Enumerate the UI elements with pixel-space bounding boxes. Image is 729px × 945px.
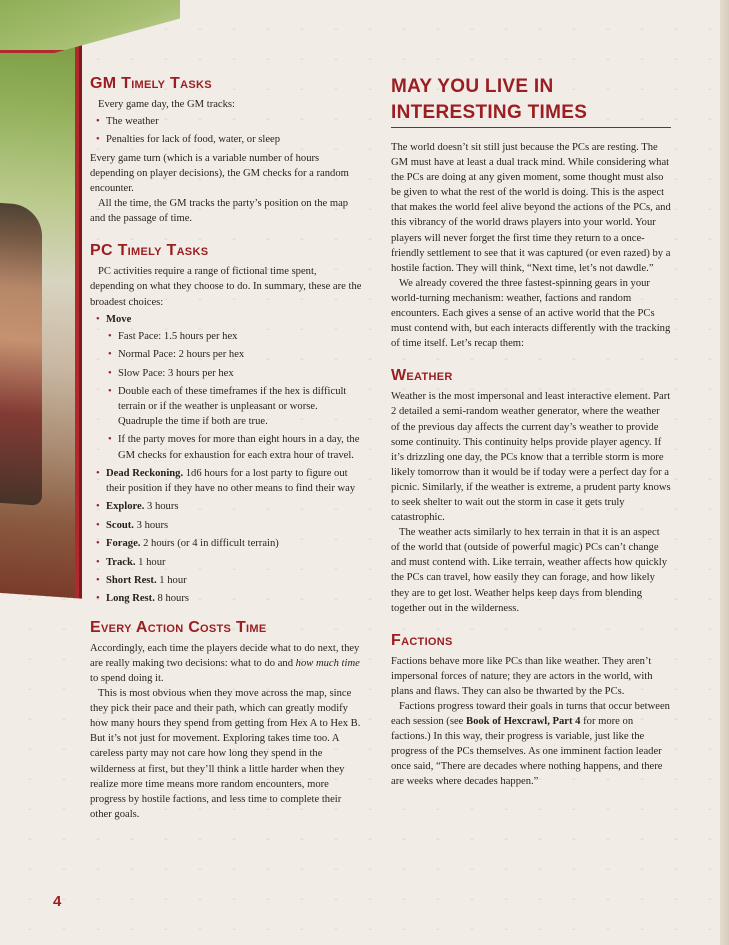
pc-tasks-heading: PC Timely Tasks <box>90 242 209 260</box>
weather-heading: Weather <box>391 367 453 385</box>
factions-heading: Factions <box>391 631 453 649</box>
paragraph <box>391 699 671 790</box>
list-item: • Normal Pace: 2 hours per hex <box>118 347 362 362</box>
paragraph: This is most obvious when they move across the map, since they pick their pace and their path, which can greatly modify how many hours they spend from getting from Hex A to Hex B. But it’s not just for movement. Exploring takes time too. A careless party may not care how long they spend in the wilderness at first, but they’ll think a little harder when they realize more time means more random encounters, more progress by hostile factions, and less time to complete their other goals. <box>90 688 361 820</box>
list-item <box>106 555 362 570</box>
paragraph: The weather acts similarly to hex terrain in that it is an aspect of the world that (outside of powerful magic) PCs can’t change and must contend with. Like terrain, weather affects how quickly the PCs can travel, how easily they can forage, and how likely they are to get lost. Weather helps keep days from blending together out in the wilderness. <box>391 527 668 614</box>
right-column <box>391 74 671 790</box>
paragraph: Factions behave more like PCs than like weather. They aren’t impersonal forces of nature; they are actors in the world, with plans and flaws. They can also be thwarted by the PCs. <box>391 655 653 697</box>
list-item <box>106 573 362 588</box>
page-edge <box>720 0 729 945</box>
choice-text: 1d6 hours for a lost party to figure out their position if they have no other means to find their way <box>106 467 356 495</box>
choice-text: 1 hour <box>156 575 187 586</box>
pc-choice-list <box>90 312 362 607</box>
choice-text: 3 hours <box>144 501 179 513</box>
choice-label: Scout. <box>106 519 134 531</box>
gm-tasks-heading: GM Timely Tasks <box>90 75 212 92</box>
section-title: MAY YOU LIVE IN INTERESTING TIMES <box>391 74 671 128</box>
list-item <box>106 536 362 551</box>
move-sublist <box>106 329 362 463</box>
list-item <box>106 518 362 533</box>
list-item <box>106 499 362 514</box>
list-item: • Slow Pace: 3 hours per hex <box>118 366 362 381</box>
choice-text: 8 hours <box>154 593 189 605</box>
character-illustration <box>0 0 79 598</box>
choice-label: Short Rest. <box>106 575 157 586</box>
list-item: • Double each of these timeframes if the hex is difficult terrain or if the weather is unpleasant or worse. Quadruple the time if both are true. <box>118 384 362 429</box>
list-item: • If the party moves for more than eight hours in a day, the GM checks for exhaustion for each extra hour of travel. <box>118 432 362 462</box>
choice-text: 3 hours <box>133 519 169 531</box>
choice-label: Long Rest. <box>106 593 155 605</box>
choice-label: Dead Reckoning. <box>106 467 184 479</box>
list-item <box>106 591 362 606</box>
pc-intro: PC activities require a range of fictional time spent, depending on what they choose to do. In summary, these are the broadest choices: <box>90 266 362 308</box>
choice-text: 2 hours (or 4 in difficult terrain) <box>140 538 279 550</box>
list-item: • Fast Pace: 1.5 hours per hex <box>118 329 362 344</box>
text-run: for more on factions.) In this way, their progress is variable, just like the progress of the PCs themselves. As one imminent faction leader once said, “There are decades where nothing happens, and there are weeks where decades happen.” <box>391 716 663 788</box>
paragraph: Every game turn (which is a variable number of hours depending on player decisions), the GM checks for a random encounter. <box>90 152 349 195</box>
text-run: Accordingly, each time the players decide what to do next, they are really making two decisions: what to do and <box>90 642 360 669</box>
left-column <box>90 74 362 822</box>
paragraph: The world doesn’t sit still just because the PCs are resting. The GM must have at least a dual track mind. While considering what the PCs are doing at any given moment, some thought must also be given to what the rest of the world is doing. This is the aspect that makes the world feel alive beyond the actions of the PCs, and this vibrancy of the world draws players into your world. Your players will never forget the first time they return to a once-friendly settlement to see that it was captured (or even razed) by a hostile faction. They will think, “Next time, let’s not dawdle.” <box>391 142 671 274</box>
warrior-figure <box>0 202 42 506</box>
paragraph <box>90 641 362 686</box>
page-number: 4 <box>53 893 62 910</box>
text-run: to spend doing it. <box>90 672 164 684</box>
emphasis-text: how much time <box>295 657 360 669</box>
paragraph: All the time, the GM tracks the party’s position on the map and the passage of time. <box>90 198 349 225</box>
list-item <box>106 466 362 496</box>
choice-label: Track. <box>106 556 136 568</box>
list-item: • The weather <box>106 114 362 129</box>
gm-task-list <box>90 114 362 147</box>
list-item: • Penalties for lack of food, water, or sleep <box>106 132 362 147</box>
every-action-heading: Every Action Costs Time <box>90 618 267 636</box>
choice-text: 1 hour <box>135 556 166 568</box>
paragraph: We already covered the three fastest-spinning gears in your world-turning mechanism: weather, factions and random encounters. Each gives a sense of an active world that the PCs must contend with, but each interacts differently with the tracking of time itself. Let’s recap them: <box>391 277 671 350</box>
text-run: Factions progress toward their goals in turns that occur between each session (see <box>391 701 670 728</box>
choice-label: Explore. <box>106 501 145 513</box>
book-reference: Book of Hexcrawl, Part 4 <box>466 716 581 728</box>
choice-label: Forage. <box>106 538 141 550</box>
paragraph: Weather is the most impersonal and least interactive element. Part 2 detailed a semi-random weather generator, where the weather of the previous day affects the current day’s weather to provide some continuity. This continuity helps provide player agency. If it’s drizzling one day, the PCs know that a terrible storm is more likely tomorrow than it would be if today were a perfect day for a picnic. Similarly, if the weather is extreme, a prudent party knows to seek shelter to wait out the storm in case it gets truly catastrophic. <box>391 391 671 524</box>
gm-intro: Every game day, the GM tracks: <box>98 99 235 110</box>
list-item-move <box>106 312 362 463</box>
move-label: Move <box>106 313 132 325</box>
